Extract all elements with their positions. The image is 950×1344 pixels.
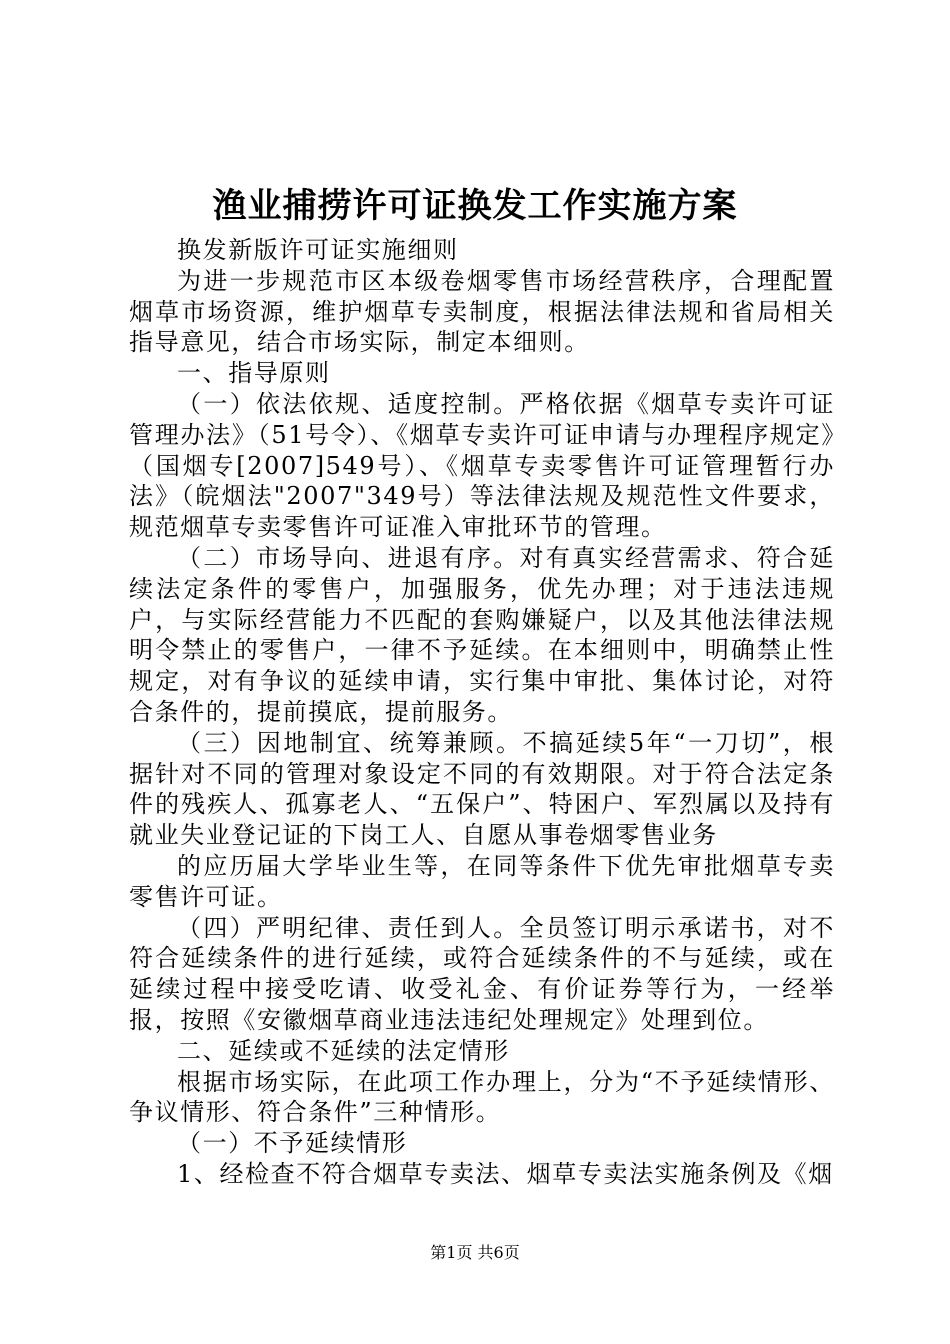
paragraph: 为进一步规范市区本级卷烟零售市场经营秩序，合理配置烟草市场资源，维护烟草专卖制度，根据法律法规和省局相关指导意见，结合市场实际，制定本细则。 [129, 266, 835, 357]
paragraph: （一）依法依规、适度控制。严格依据《烟草专卖许可证管理办法》（51号令）、《烟草专卖许可证申请与办理程序规定》（国烟专[2007]549号）、《烟草专卖零售许可证管理暂行办法》（皖烟法"2007"349号）等法律法规及规范性文件要求，规范烟草专卖零售许可证准入审批环节的管理。 [129, 389, 835, 542]
document-body [129, 235, 835, 1190]
paragraph: （二）市场导向、进退有序。对有真实经营需求、符合延续法定条件的零售户，加强服务，优先办理；对于违法违规户，与实际经营能力不匹配的套购嫌疑户，以及其他法律法规明令禁止的零售户，一律不予延续。在本细则中，明确禁止性规定，对有争议的延续申请，实行集中审批、集体讨论，对符合条件的，提前摸底，提前服务。 [129, 543, 835, 726]
paragraph: 换发新版许可证实施细则 [177, 236, 459, 264]
section-heading: 一、指导原则 [177, 359, 331, 388]
subsection-heading: （一）不予延续情形 [177, 1129, 408, 1158]
paragraph: 根据市场实际，在此项工作办理上，分为“不予延续情形、争议情形、符合条件”三种情形。 [129, 1067, 835, 1127]
paragraph: （三）因地制宜、统筹兼顾。不搞延续5年“一刀切”，根据针对不同的管理对象设定不同的有效期限。对于符合法定条件的残疾人、孤寡老人、“五保户”、特困户、军烈属以及持有就业失业登记证的下岗工人、自愿从事卷烟零售业务 [129, 728, 835, 850]
section-heading: 二、延续或不延续的法定情形 [177, 1036, 510, 1065]
paragraph: 的应历届大学毕业生等，在同等条件下优先审批烟草专卖零售许可证。 [129, 851, 835, 911]
paragraph: 1、经检查不符合烟草专卖法、烟草专卖法实施条例及《烟 [177, 1159, 834, 1188]
paragraph: （四）严明纪律、责任到人。全员签订明示承诺书，对不符合延续条件的进行延续，或符合延续条件的不与延续，或在延续过程中接受吃请、收受礼金、有价证券等行为，一经举报，按照《安徽烟草商业违法违纪处理规定》处理到位。 [129, 913, 835, 1034]
page-number: 第1页 共6页 [430, 1243, 520, 1262]
document-title: 渔业捕捞许可证换发工作实施方案 [212, 186, 738, 226]
